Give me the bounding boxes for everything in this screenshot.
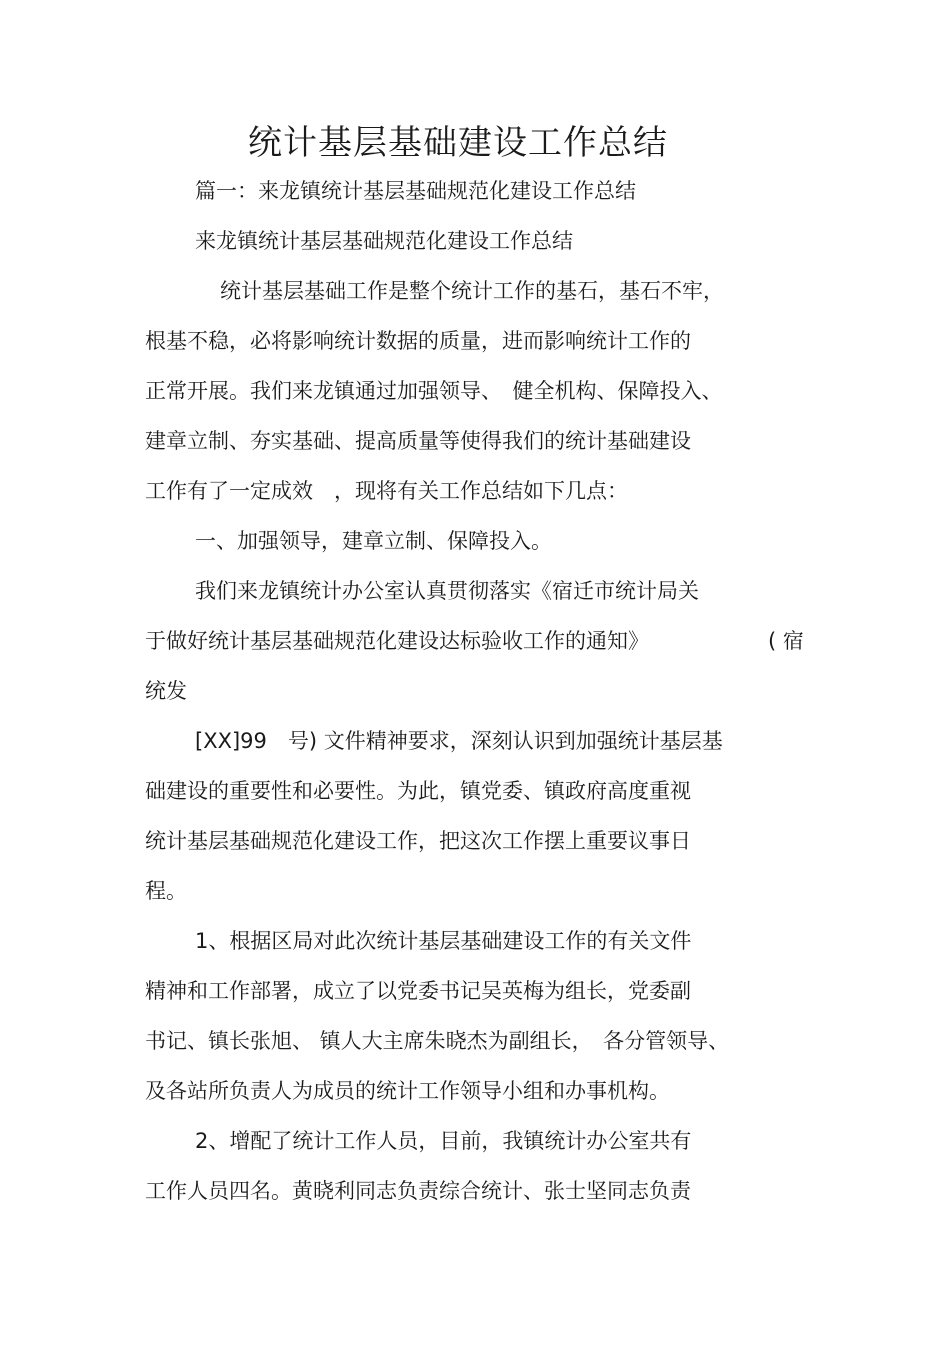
text-line: 工作人员四名。黄晓利同志负责综合统计、张士坚同志负责: [145, 1179, 691, 1203]
text-line: 及各站所负责人为成员的统计工作领导小组和办事机构。: [145, 1079, 670, 1103]
text-line: 2、增配了统计工作人员，目前，我镇统计办公室共有: [195, 1129, 692, 1153]
text-line: ( 宿: [768, 629, 804, 653]
text-line: 来龙镇统计基层基础规范化建设工作总结: [195, 229, 573, 253]
text-line: 工作有了一定成效 ，现将有关工作总结如下几点：: [145, 479, 628, 503]
text-line: 建章立制、夯实基础、提高质量等使得我们的统计基础建设: [145, 429, 691, 453]
text-line: 于做好统计基层基础规范化建设达标验收工作的通知》: [145, 629, 649, 653]
text-line: 篇一：来龙镇统计基层基础规范化建设工作总结: [195, 179, 636, 203]
text-line: 统计基层基础规范化建设工作，把这次工作摆上重要议事日: [145, 829, 691, 853]
document-title: 统计基层基础建设工作总结: [248, 123, 668, 163]
text-line: 程。: [145, 879, 187, 903]
text-line: 1、根据区局对此次统计基层基础建设工作的有关文件: [195, 929, 692, 953]
text-line: 精神和工作部署，成立了以党委书记吴英梅为组长，党委副: [145, 979, 691, 1003]
text-line: 书记、镇长张旭、 镇人大主席朱晓杰为副组长， 各分管领导、: [145, 1029, 730, 1053]
text-line: [XX]99 号) 文件精神要求，深刻认识到加强统计基层基: [195, 729, 723, 753]
text-line: 根基不稳，必将影响统计数据的质量，进而影响统计工作的: [145, 329, 691, 353]
text-line: 统发: [145, 679, 187, 703]
text-line: 统计基层基础工作是整个统计工作的基石，基石不牢，: [220, 279, 724, 303]
text-line: 础建设的重要性和必要性。为此，镇党委、镇政府高度重视: [145, 779, 691, 803]
text-line: 一、加强领导，建章立制、保障投入。: [195, 529, 552, 553]
text-line: 正常开展。我们来龙镇通过加强领导、 健全机构、保障投入、: [145, 379, 723, 403]
text-line: 我们来龙镇统计办公室认真贯彻落实《宿迁市统计局关: [195, 579, 699, 603]
